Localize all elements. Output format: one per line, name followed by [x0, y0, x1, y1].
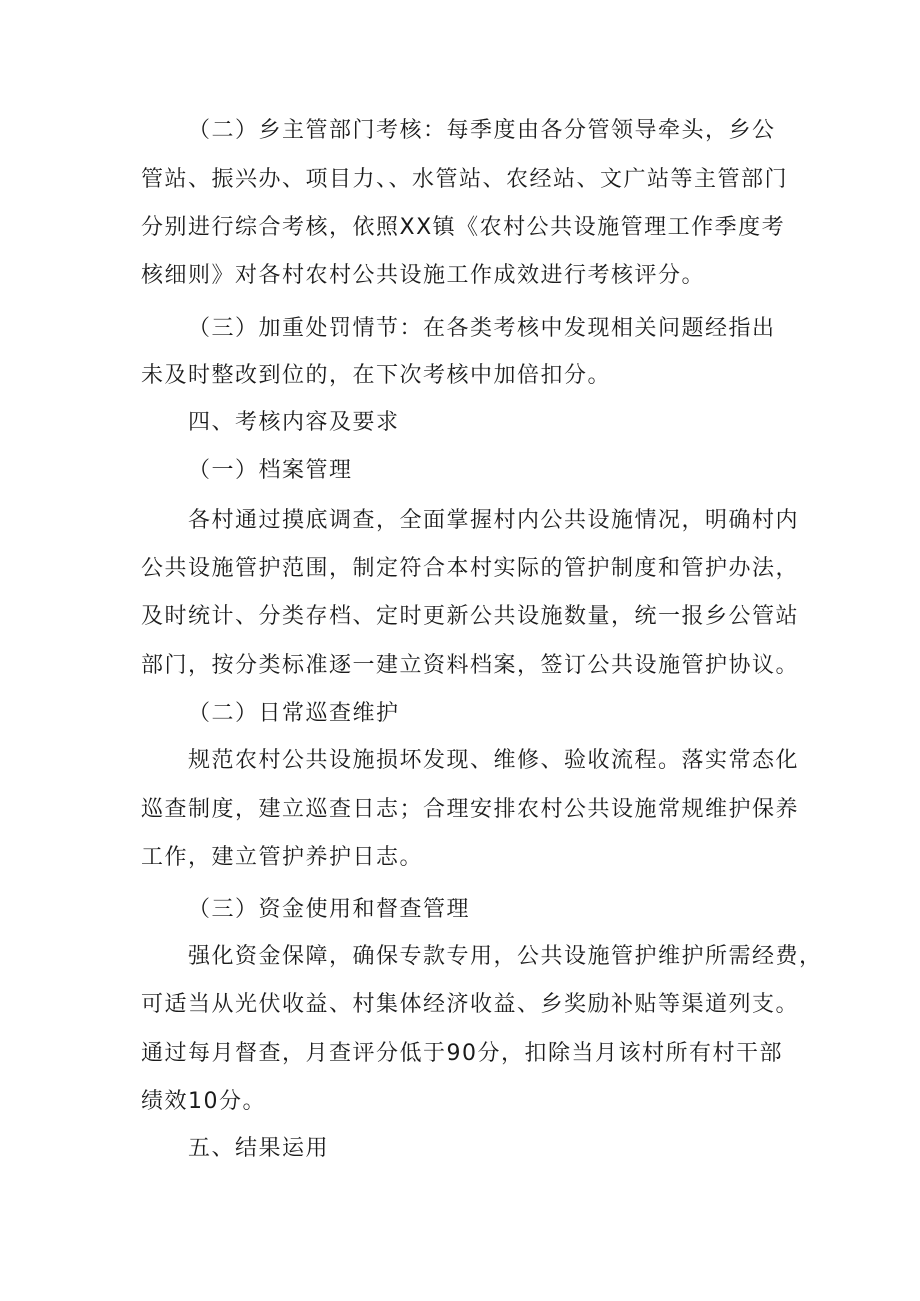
section-heading-4: 四、考核内容及要求	[188, 410, 400, 435]
subheading-inspection: （二）日常巡查维护	[188, 701, 400, 726]
paragraph-archive-line-1: 各村通过摸底调查，全面掌握村内公共设施情况，明确村内	[188, 508, 800, 533]
paragraph-archive-line-3: 及时统计、分类存档、定时更新公共设施数量，统一报乡公管站	[141, 604, 800, 629]
paragraph-inspection-line-3: 工作，建立管护养护日志。	[141, 845, 424, 870]
paragraph-2-line-1: （二）乡主管部门考核：每季度由各分管领导牵头，乡公	[188, 118, 776, 143]
paragraph-2-line-3: 分别进行综合考核，依照XX镇《农村公共设施管理工作季度考	[141, 215, 786, 240]
paragraph-3-line-2: 未及时整改到位的，在下次考核中加倍扣分。	[141, 363, 612, 388]
section-heading-5: 五、结果运用	[188, 1136, 330, 1161]
paragraph-inspection-line-2: 巡查制度，建立巡查日志；合理安排农村公共设施常规维护保养	[141, 797, 800, 822]
paragraph-inspection-line-1: 规范农村公共设施损坏发现、维修、验收流程。落实常态化	[188, 748, 800, 773]
paragraph-funds-line-1: 强化资金保障，确保专款专用，公共设施管护维护所需经费，	[188, 944, 823, 969]
subheading-archive: （一）档案管理	[188, 458, 353, 483]
paragraph-2-line-4: 核细则》对各村农村公共设施工作成效进行考核评分。	[141, 263, 706, 288]
paragraph-2-line-2: 管站、振兴办、项目力、、水管站、农经站、文广站等主管部门	[141, 167, 789, 192]
subheading-funds: （三）资金使用和督查管理	[188, 897, 471, 922]
paragraph-3-line-1: （三）加重处罚情节：在各类考核中发现相关问题经指出	[188, 316, 776, 341]
paragraph-archive-line-2: 公共设施管护范围，制定符合本村实际的管护制度和管护办法，	[141, 556, 800, 581]
paragraph-archive-line-4: 部门，按分类标准逐一建立资料档案，签订公共设施管护协议。	[141, 653, 800, 678]
paragraph-funds-line-3: 通过每月督查，月查评分低于90分，扣除当月该村所有村干部	[141, 1041, 783, 1066]
paragraph-funds-line-4: 绩效10分。	[141, 1089, 266, 1114]
paragraph-funds-line-2: 可适当从光伏收益、村集体经济收益、乡奖励补贴等渠道列支。	[141, 992, 800, 1017]
